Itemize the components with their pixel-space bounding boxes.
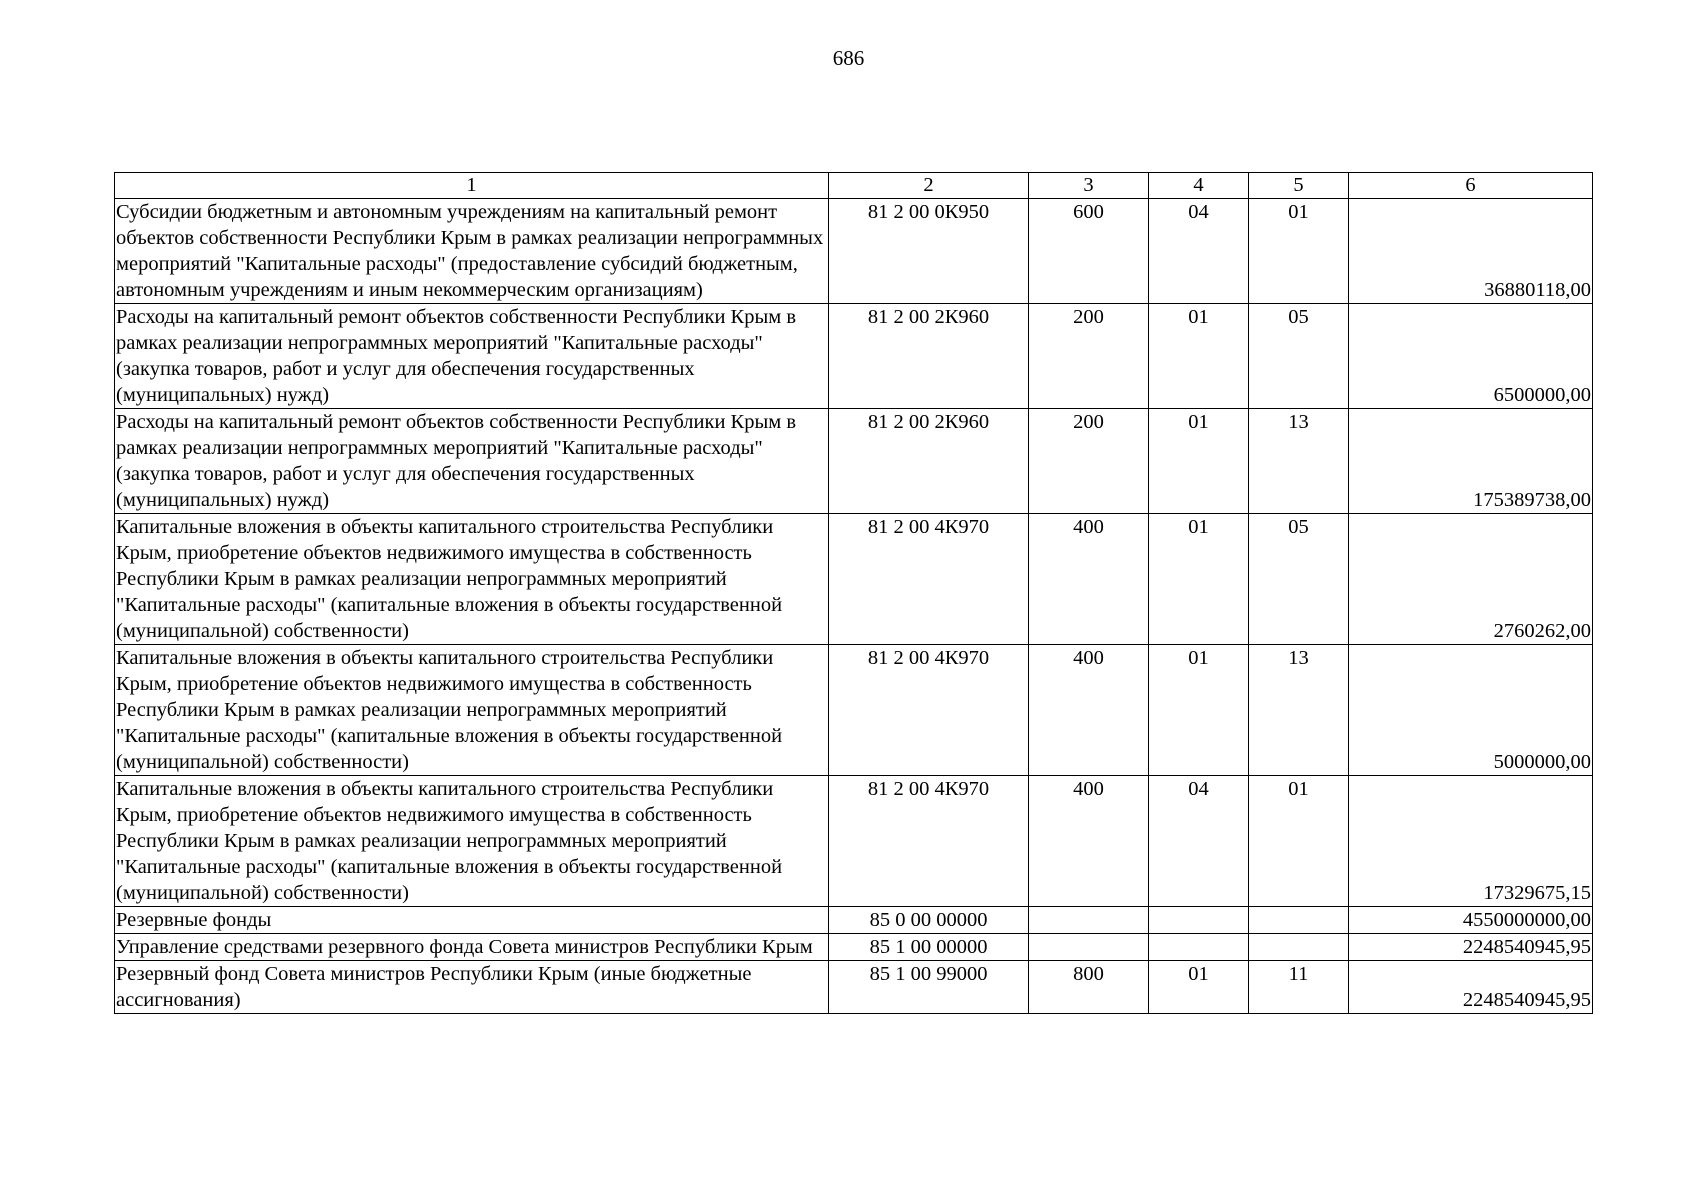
target-article-cell: 81 2 00 2К960 xyxy=(829,409,1029,514)
subsection-cell: 11 xyxy=(1249,961,1349,1014)
expense-type-cell: 800 xyxy=(1029,961,1149,1014)
subsection-cell: 05 xyxy=(1249,514,1349,645)
amount-cell: 4550000000,00 xyxy=(1349,907,1593,934)
table-row xyxy=(115,199,1593,304)
target-article-cell: 81 2 00 0К950 xyxy=(829,199,1029,304)
amount-cell: 5000000,00 xyxy=(1349,645,1593,776)
section-cell: 01 xyxy=(1149,304,1249,409)
target-article-cell: 81 2 00 4К970 xyxy=(829,645,1029,776)
target-article-cell: 81 2 00 4К970 xyxy=(829,776,1029,907)
section-cell: 01 xyxy=(1149,409,1249,514)
table-row xyxy=(115,514,1593,645)
section-cell: 01 xyxy=(1149,514,1249,645)
amount-cell: 17329675,15 xyxy=(1349,776,1593,907)
description-cell: Расходы на капитальный ремонт объектов собственности Республики Крым в рамках реализации непрограммных мероприятий "Капитальные расходы" (закупка товаров, работ и услуг для обеспечения государственных (муниципальных) нужд) xyxy=(115,409,829,514)
subsection-cell: 05 xyxy=(1249,304,1349,409)
expense-type-cell xyxy=(1029,934,1149,961)
column-header: 3 xyxy=(1029,173,1149,199)
target-article-cell: 85 0 00 00000 xyxy=(829,907,1029,934)
section-cell: 04 xyxy=(1149,776,1249,907)
description-cell: Капитальные вложения в объекты капитального строительства Республики Крым, приобретение объектов недвижимого имущества в собственность Республики Крым в рамках реализации непрограммных мероприятий "Капитальные расходы" (капитальные вложения в объекты государственной (муниципальной) собственности) xyxy=(115,645,829,776)
subsection-cell: 13 xyxy=(1249,409,1349,514)
description-cell: Управление средствами резервного фонда Совета министров Республики Крым xyxy=(115,934,829,961)
amount-cell: 175389738,00 xyxy=(1349,409,1593,514)
description-cell: Капитальные вложения в объекты капитального строительства Республики Крым, приобретение объектов недвижимого имущества в собственность Республики Крым в рамках реализации непрограммных мероприятий "Капитальные расходы" (капитальные вложения в объекты государственной (муниципальной) собственности) xyxy=(115,514,829,645)
page-number: 686 xyxy=(832,46,865,70)
table-row xyxy=(115,907,1593,934)
target-article-cell: 85 1 00 00000 xyxy=(829,934,1029,961)
table-header-row xyxy=(115,173,1593,199)
subsection-cell xyxy=(1249,907,1349,934)
table-row xyxy=(115,409,1593,514)
table-row xyxy=(115,645,1593,776)
column-header: 4 xyxy=(1149,173,1249,199)
expense-type-cell: 600 xyxy=(1029,199,1149,304)
column-header: 6 xyxy=(1349,173,1593,199)
description-cell: Капитальные вложения в объекты капитального строительства Республики Крым, приобретение объектов недвижимого имущества в собственность Республики Крым в рамках реализации непрограммных мероприятий "Капитальные расходы" (капитальные вложения в объекты государственной (муниципальной) собственности) xyxy=(115,776,829,907)
expense-type-cell: 400 xyxy=(1029,776,1149,907)
expense-type-cell: 200 xyxy=(1029,409,1149,514)
amount-cell: 2248540945,95 xyxy=(1349,934,1593,961)
expense-type-cell: 200 xyxy=(1029,304,1149,409)
column-header: 5 xyxy=(1249,173,1349,199)
expense-type-cell xyxy=(1029,907,1149,934)
description-cell: Резервные фонды xyxy=(115,907,829,934)
amount-cell: 6500000,00 xyxy=(1349,304,1593,409)
section-cell: 01 xyxy=(1149,645,1249,776)
table-row xyxy=(115,934,1593,961)
amount-cell: 36880118,00 xyxy=(1349,199,1593,304)
column-header: 1 xyxy=(115,173,829,199)
target-article-cell: 81 2 00 4К970 xyxy=(829,514,1029,645)
target-article-cell: 81 2 00 2К960 xyxy=(829,304,1029,409)
subsection-cell: 01 xyxy=(1249,776,1349,907)
amount-cell: 2248540945,95 xyxy=(1349,961,1593,1014)
description-cell: Субсидии бюджетным и автономным учреждениям на капитальный ремонт объектов собственности Республики Крым в рамках реализации непрограммных мероприятий "Капитальные расходы" (предоставление субсидий бюджетным, автономным учреждениям и иным некоммерческим организациям) xyxy=(115,199,829,304)
column-header: 2 xyxy=(829,173,1029,199)
description-cell: Расходы на капитальный ремонт объектов собственности Республики Крым в рамках реализации непрограммных мероприятий "Капитальные расходы" (закупка товаров, работ и услуг для обеспечения государственных (муниципальных) нужд) xyxy=(115,304,829,409)
budget-table xyxy=(114,172,1593,1014)
subsection-cell: 13 xyxy=(1249,645,1349,776)
description-cell: Резервный фонд Совета министров Республики Крым (иные бюджетные ассигнования) xyxy=(115,961,829,1014)
expense-type-cell: 400 xyxy=(1029,514,1149,645)
subsection-cell: 01 xyxy=(1249,199,1349,304)
section-cell: 04 xyxy=(1149,199,1249,304)
table-row xyxy=(115,776,1593,907)
section-cell xyxy=(1149,934,1249,961)
target-article-cell: 85 1 00 99000 xyxy=(829,961,1029,1014)
table-row xyxy=(115,961,1593,1014)
subsection-cell xyxy=(1249,934,1349,961)
section-cell xyxy=(1149,907,1249,934)
expense-type-cell: 400 xyxy=(1029,645,1149,776)
amount-cell: 2760262,00 xyxy=(1349,514,1593,645)
table-row xyxy=(115,304,1593,409)
section-cell: 01 xyxy=(1149,961,1249,1014)
